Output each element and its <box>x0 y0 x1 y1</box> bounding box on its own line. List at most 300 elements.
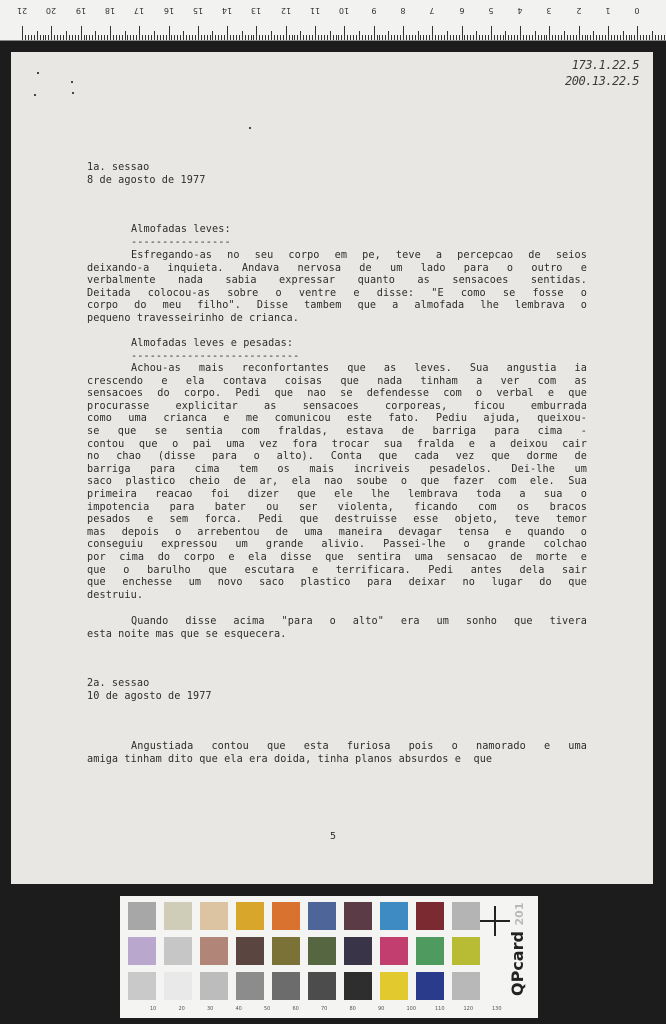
ruler-minor-tick <box>333 35 334 40</box>
card-scale <box>150 1006 510 1016</box>
text-line: Achou-as mais reconfortantes que as leves. Sua angustia ia <box>131 363 587 374</box>
ruler-minor-tick <box>104 35 105 40</box>
color-swatch <box>452 937 480 965</box>
ruler-minor-tick <box>262 35 263 40</box>
ruler-minor-tick <box>239 35 240 40</box>
ruler-minor-tick <box>98 35 99 40</box>
heading-underline: ---------------- <box>131 236 231 248</box>
ruler-minor-tick <box>391 35 392 40</box>
ruler-minor-tick <box>541 35 542 40</box>
page-number: 5 <box>330 831 337 842</box>
ruler-minor-tick <box>297 35 298 40</box>
ruler-minor-tick <box>280 35 281 40</box>
ruler-minor-tick <box>300 31 301 40</box>
ruler-tick <box>198 26 199 40</box>
ruler-minor-tick <box>43 35 44 40</box>
ruler-minor-tick <box>66 31 67 40</box>
ruler-label: 2 <box>576 6 582 15</box>
ruler-minor-tick <box>388 31 389 40</box>
ruler-minor-tick <box>189 35 190 40</box>
ruler-minor-tick <box>350 35 351 40</box>
color-swatch <box>164 972 192 1000</box>
ruler-label: 10 <box>339 6 350 15</box>
ruler-minor-tick <box>362 35 363 40</box>
ruler-minor-tick <box>429 35 430 40</box>
text-line: sensacoes do corpo. Pedi que nao se defendesse com o verbal e que <box>87 388 587 400</box>
ruler-minor-tick <box>582 35 583 40</box>
ruler-minor-tick <box>324 35 325 40</box>
ruler-minor-tick <box>63 35 64 40</box>
ruler-minor-tick <box>69 35 70 40</box>
ruler-label: 5 <box>488 6 494 15</box>
session-title: 2a. sessao <box>87 678 150 689</box>
ruler-minor-tick <box>587 35 588 40</box>
ruler-minor-tick <box>482 35 483 40</box>
ruler-minor-tick <box>535 31 536 40</box>
ruler-minor-tick <box>649 35 650 40</box>
text-line: impotencia para bater ou ser violenta, ficando com os bracos <box>87 501 587 513</box>
scale-label: 120 <box>463 1006 474 1012</box>
ruler-minor-tick <box>382 35 383 40</box>
color-swatch <box>344 902 372 930</box>
scale-label: 50 <box>264 1006 271 1012</box>
ruler-minor-tick <box>57 35 58 40</box>
text-line: conseguiu expressou um grande alivio. Passei-lhe o grande colchao <box>87 539 587 551</box>
ruler-minor-tick <box>218 35 219 40</box>
color-swatch <box>344 937 372 965</box>
color-swatch <box>308 972 336 1000</box>
text-line: pequeno travesseirinho de crianca. <box>87 312 299 324</box>
ruler-minor-tick <box>611 35 612 40</box>
ruler-tick <box>227 26 228 40</box>
paper-speck <box>249 127 251 129</box>
ruler-minor-tick <box>400 35 401 40</box>
paper-speck <box>37 72 39 74</box>
ruler-minor-tick <box>245 35 246 40</box>
text-line: crescendo e ela contava coisas que nada tinham a ver com as <box>87 375 587 387</box>
ruler-minor-tick <box>385 35 386 40</box>
section-heading-block <box>131 224 587 249</box>
ruler-minor-tick <box>423 35 424 40</box>
text-line: barriga para cima tem os mais incriveis pesadelos. Dei-lhe um <box>87 463 587 475</box>
ruler-minor-tick <box>409 35 410 40</box>
ruler-minor-tick <box>377 35 378 40</box>
ruler-minor-tick <box>459 35 460 40</box>
ruler-tick <box>344 26 345 40</box>
ruler-minor-tick <box>265 35 266 40</box>
ruler-minor-tick <box>142 35 143 40</box>
ruler-minor-tick <box>538 35 539 40</box>
scale-label: 80 <box>349 1006 356 1012</box>
ruler-minor-tick <box>368 35 369 40</box>
ruler-minor-tick <box>160 35 161 40</box>
color-swatch <box>380 937 408 965</box>
ruler-minor-tick <box>593 31 594 40</box>
text-line: corpo do meu filho". Disse tambem que a almofada lhe lembrava o <box>87 300 587 312</box>
ruler-minor-tick <box>192 35 193 40</box>
text-line: deixando-a inquieta. Andava nervosa de um lado para o outro e <box>87 262 587 274</box>
text-line: verbalmente nada sabia expressar quanto as sensacoes sentidas. <box>87 275 587 287</box>
ruler-minor-tick <box>321 35 322 40</box>
ruler-minor-tick <box>34 35 35 40</box>
ruler-minor-tick <box>561 35 562 40</box>
ruler-minor-tick <box>306 35 307 40</box>
ruler-tick <box>403 26 404 40</box>
text-line: procurasse explicitar as sensacoes corporeas, ficou emburrada <box>87 400 587 412</box>
ruler-minor-tick <box>485 35 486 40</box>
ruler-minor-tick <box>664 35 665 40</box>
ruler-minor-tick <box>526 35 527 40</box>
heading-underline: --------------------------- <box>131 350 300 362</box>
ruler-minor-tick <box>75 35 76 40</box>
ruler-minor-tick <box>215 35 216 40</box>
scale-label: 30 <box>207 1006 214 1012</box>
ruler-minor-tick <box>259 35 260 40</box>
ruler-minor-tick <box>101 35 102 40</box>
ruler-minor-tick <box>529 35 530 40</box>
text-line: pesados e sem forca. Pedi que destruisse esse objeto, teve temor <box>87 514 587 526</box>
paragraph-almofadas-leves <box>87 250 587 326</box>
color-swatch <box>200 937 228 965</box>
ruler-minor-tick <box>48 35 49 40</box>
ruler-minor-tick <box>467 35 468 40</box>
ruler-tick <box>549 26 550 40</box>
ruler-minor-tick <box>28 35 29 40</box>
ruler-minor-tick <box>514 35 515 40</box>
ruler-label: 16 <box>163 6 174 15</box>
ruler-minor-tick <box>655 35 656 40</box>
ruler-minor-tick <box>116 35 117 40</box>
ruler-tick <box>432 26 433 40</box>
ruler-minor-tick <box>379 35 380 40</box>
ruler-minor-tick <box>207 35 208 40</box>
color-swatch <box>128 972 156 1000</box>
ruler-tick <box>256 26 257 40</box>
section-heading: Almofadas leves: <box>131 224 231 235</box>
ruler-minor-tick <box>133 35 134 40</box>
text-line: Esfregando-as no seu corpo em pe, teve a percepcao de seios <box>131 250 587 261</box>
ruler-tick <box>462 26 463 40</box>
ruler-minor-tick <box>652 31 653 40</box>
ruler-minor-tick <box>406 35 407 40</box>
text-line: Angustiada contou que esta furiosa pois o namorado e uma <box>131 741 587 752</box>
ruler-minor-tick <box>154 31 155 40</box>
ruler-minor-tick <box>599 35 600 40</box>
ruler-minor-tick <box>180 35 181 40</box>
ruler-minor-tick <box>166 35 167 40</box>
ruler-label: 12 <box>280 6 291 15</box>
color-swatch <box>308 937 336 965</box>
ruler-minor-tick <box>552 35 553 40</box>
ruler-minor-tick <box>40 35 41 40</box>
document-page <box>11 52 653 884</box>
scale-label: 70 <box>321 1006 328 1012</box>
ruler-minor-tick <box>415 35 416 40</box>
ruler-minor-tick <box>136 35 137 40</box>
ruler-minor-tick <box>658 35 659 40</box>
ruler-label: 9 <box>371 6 377 15</box>
ruler-minor-tick <box>221 35 222 40</box>
paragraph-almofadas-pesadas <box>87 363 587 602</box>
color-swatch <box>452 972 480 1000</box>
text-line: primeira reacao foi dizer que ele lhe lembrava toda a sua o <box>87 488 587 500</box>
ruler-minor-tick <box>365 35 366 40</box>
ruler-label: 7 <box>429 6 435 15</box>
ruler-tick <box>286 26 287 40</box>
ruler-minor-tick <box>544 35 545 40</box>
color-swatch <box>200 972 228 1000</box>
ruler-minor-tick <box>201 35 202 40</box>
ruler-tick <box>169 26 170 40</box>
ruler-minor-tick <box>418 31 419 40</box>
ruler-minor-tick <box>171 35 172 40</box>
ruler-minor-tick <box>294 35 295 40</box>
ruler-label: 4 <box>517 6 523 15</box>
scale-label: 20 <box>178 1006 185 1012</box>
paper-speck <box>72 92 74 94</box>
ruler-label: 0 <box>634 6 640 15</box>
ruler-minor-tick <box>435 35 436 40</box>
card-brand <box>508 902 538 1016</box>
ruler-minor-tick <box>558 35 559 40</box>
ruler-minor-tick <box>248 35 249 40</box>
ruler-minor-tick <box>204 35 205 40</box>
ruler-minor-tick <box>640 35 641 40</box>
color-swatch <box>272 972 300 1000</box>
color-swatch <box>416 972 444 1000</box>
ruler-minor-tick <box>45 35 46 40</box>
color-swatch <box>236 972 264 1000</box>
ruler-minor-tick <box>163 35 164 40</box>
ruler-label: 19 <box>75 6 86 15</box>
ruler-minor-tick <box>119 35 120 40</box>
ruler-minor-tick <box>359 31 360 40</box>
ruler-minor-tick <box>86 35 87 40</box>
color-swatch <box>272 902 300 930</box>
ruler-minor-tick <box>476 31 477 40</box>
ruler-minor-tick <box>447 31 448 40</box>
color-swatch <box>380 902 408 930</box>
ruler-minor-tick <box>576 35 577 40</box>
color-swatch <box>236 937 264 965</box>
ruler-minor-tick <box>617 35 618 40</box>
ruler-minor-tick <box>631 35 632 40</box>
text-line: Quando disse acima "para o alto" era um sonho que tivera <box>131 616 587 627</box>
ruler-minor-tick <box>148 35 149 40</box>
ruler-minor-tick <box>546 35 547 40</box>
ruler-minor-tick <box>488 35 489 40</box>
ruler-minor-tick <box>620 35 621 40</box>
text-line: destruiu. <box>87 589 144 601</box>
ruler-minor-tick <box>95 31 96 40</box>
ruler-minor-tick <box>25 35 26 40</box>
ruler-tick <box>51 26 52 40</box>
ruler-minor-tick <box>338 35 339 40</box>
color-swatch <box>452 902 480 930</box>
ruler-minor-tick <box>500 35 501 40</box>
ruler-minor-tick <box>89 35 90 40</box>
ruler-minor-tick <box>590 35 591 40</box>
ruler-minor-tick <box>570 35 571 40</box>
paragraph-session-2 <box>87 741 587 766</box>
ruler-minor-tick <box>441 35 442 40</box>
ruler-minor-tick <box>268 35 269 40</box>
ruler-minor-tick <box>31 35 32 40</box>
ruler-minor-tick <box>195 35 196 40</box>
ruler-tick <box>520 26 521 40</box>
section-heading: Almofadas leves e pesadas: <box>131 338 294 349</box>
ruler-minor-tick <box>634 35 635 40</box>
ruler-minor-tick <box>517 35 518 40</box>
ruler-minor-tick <box>309 35 310 40</box>
color-swatch <box>164 937 192 965</box>
ruler-minor-tick <box>130 35 131 40</box>
ruler-minor-tick <box>353 35 354 40</box>
text-line: se que se sentia com fraldas, estava de barriga para cima - <box>87 425 587 437</box>
color-calibration-card <box>120 896 538 1018</box>
session-date: 10 de agosto de 1977 <box>87 690 212 702</box>
ruler-minor-tick <box>145 35 146 40</box>
ruler-label: 15 <box>192 6 203 15</box>
color-swatch <box>416 937 444 965</box>
ruler-minor-tick <box>60 35 61 40</box>
ruler-minor-tick <box>453 35 454 40</box>
ruler-minor-tick <box>72 35 73 40</box>
ruler-minor-tick <box>347 35 348 40</box>
ruler-tick <box>315 26 316 40</box>
ruler-minor-tick <box>420 35 421 40</box>
text-line: no chao (disse para o alto). Conta que cada vez que dorme de <box>87 451 587 463</box>
ruler-minor-tick <box>412 35 413 40</box>
ruler-minor-tick <box>661 35 662 40</box>
text-line: amiga tinham dito que ela era doida, tinha planos absurdos e que <box>87 753 493 765</box>
scale-label: 10 <box>150 1006 157 1012</box>
ruler-minor-tick <box>151 35 152 40</box>
ruler-minor-tick <box>505 31 506 40</box>
ruler-minor-tick <box>605 35 606 40</box>
ruler-minor-tick <box>303 35 304 40</box>
ruler-minor-tick <box>602 35 603 40</box>
text-line: Deitada colocou-as sobre o ventre e disse: "E como se fosse o <box>87 287 587 299</box>
ruler-minor-tick <box>629 35 630 40</box>
ruler-minor-tick <box>497 35 498 40</box>
ruler-minor-tick <box>438 35 439 40</box>
ruler-minor-tick <box>646 35 647 40</box>
ruler-minor-tick <box>127 35 128 40</box>
ruler-label: 6 <box>458 6 465 15</box>
ruler-minor-tick <box>107 35 108 40</box>
ruler-minor-tick <box>212 31 213 40</box>
ruler-minor-tick <box>626 35 627 40</box>
ruler-label: 17 <box>134 6 145 15</box>
ruler-label: 3 <box>546 6 552 15</box>
text-line: que o barulho que escutara e terrificara. Pedi antes dela sair <box>87 564 587 576</box>
scale-label: 90 <box>378 1006 385 1012</box>
ruler-minor-tick <box>224 35 225 40</box>
ruler-minor-tick <box>233 35 234 40</box>
ruler-minor-tick <box>277 35 278 40</box>
ruler-minor-tick <box>564 31 565 40</box>
ruler-minor-tick <box>174 35 175 40</box>
color-swatch <box>416 902 444 930</box>
ruler-label: 14 <box>222 6 233 15</box>
ruler-label: 1 <box>605 6 611 15</box>
ruler-tick <box>22 26 23 40</box>
ruler-minor-tick <box>614 35 615 40</box>
ruler-minor-tick <box>271 31 272 40</box>
ruler-minor-tick <box>596 35 597 40</box>
ruler-minor-tick <box>84 35 85 40</box>
session-title: 1a. sessao <box>87 162 150 173</box>
ruler-label: 13 <box>251 6 262 15</box>
scale-label: 60 <box>292 1006 299 1012</box>
scale-label: 110 <box>435 1006 445 1012</box>
text-line: contou que o pai uma vez fora trocar sua fralda e a deixou cair <box>87 438 587 450</box>
ruler-minor-tick <box>623 31 624 40</box>
ruler-minor-tick <box>426 35 427 40</box>
ruler-label: 21 <box>16 6 28 15</box>
ruler-minor-tick <box>336 35 337 40</box>
paper-speck <box>71 81 73 83</box>
color-swatch <box>236 902 264 930</box>
ruler-minor-tick <box>92 35 93 40</box>
ruler-minor-tick <box>318 35 319 40</box>
ruler-minor-tick <box>253 35 254 40</box>
ruler-minor-tick <box>251 35 252 40</box>
ruler-minor-tick <box>341 35 342 40</box>
text-line: como uma crianca e me comunicou este fato. Pediu ajuda, queixou- <box>87 413 587 425</box>
text-line: saco plastico cheio de ar, ela nao soube o que fazer com ele. Sua <box>87 476 587 488</box>
ruler-minor-tick <box>177 35 178 40</box>
ruler-tick <box>579 26 580 40</box>
ruler-minor-tick <box>54 35 55 40</box>
ruler-minor-tick <box>397 35 398 40</box>
ruler-minor-tick <box>236 35 237 40</box>
ruler-minor-tick <box>356 35 357 40</box>
ruler-label: 8 <box>400 6 406 15</box>
scale-label: 40 <box>235 1006 242 1012</box>
session-2-header <box>87 678 587 703</box>
section-heading-block <box>131 338 587 363</box>
session-date: 8 de agosto de 1977 <box>87 174 206 186</box>
ruler-minor-tick <box>444 35 445 40</box>
ruler-minor-tick <box>511 35 512 40</box>
ruler-minor-tick <box>450 35 451 40</box>
color-swatch <box>128 902 156 930</box>
ruler-minor-tick <box>371 35 372 40</box>
ruler-minor-tick <box>456 35 457 40</box>
ruler-minor-tick <box>157 35 158 40</box>
ruler-minor-tick <box>125 31 126 40</box>
ruler-tick <box>491 26 492 40</box>
archive-code-annotation-2: 200.13.22.5 <box>565 74 639 88</box>
ruler-minor-tick <box>113 35 114 40</box>
ruler-minor-tick <box>523 35 524 40</box>
ruler-tick <box>637 26 638 40</box>
session-1-header <box>87 162 587 187</box>
ruler-minor-tick <box>78 35 79 40</box>
ruler-tick <box>139 26 140 40</box>
ruler-minor-tick <box>508 35 509 40</box>
ruler-minor-tick <box>186 35 187 40</box>
text-line: por cima do corpo e ela disse que sentira uma sensacao de morte e <box>87 551 587 563</box>
ruler-minor-tick <box>327 35 328 40</box>
ruler-minor-tick <box>643 35 644 40</box>
ruler-minor-tick <box>470 35 471 40</box>
scale-label: 130 <box>492 1006 502 1012</box>
ruler-minor-tick <box>494 35 495 40</box>
text-line: que enchesse um novo saco plastico para deixar no lugar do que <box>87 577 587 589</box>
